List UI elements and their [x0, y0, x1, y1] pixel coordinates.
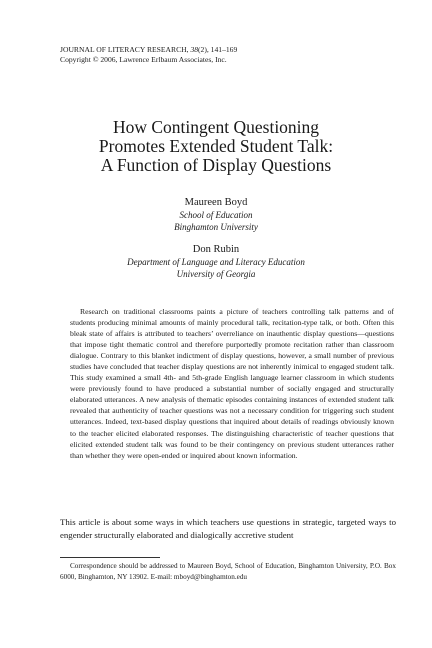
author-affiliation: Department of Language and Literacy Education: [127, 257, 305, 267]
correspondence-footnote: Correspondence should be addressed to Maureen Boyd, School of Education, Binghamton University, P.O. Box 6000, Binghamton, NY 13902. E-mail: mboyd@binghamton.edu: [60, 562, 396, 581]
author-name: Don Rubin: [192, 244, 240, 255]
body-paragraph: This article is about some ways in which teachers use questions in strategic, targeted ways to engender structurally elaborated and dialogically accretive student: [60, 517, 396, 540]
article-title: [30, 118, 402, 175]
journal-header: [60, 45, 380, 65]
footnote-divider: [60, 557, 160, 558]
journal-volume: 38: [190, 45, 199, 54]
author-block-1: [40, 196, 392, 233]
author-institution: University of Georgia: [176, 269, 256, 279]
copyright-line: Copyright © 2006, Lawrence Erlbaum Associates, Inc.: [60, 55, 227, 64]
title-line-1: How Contingent Questioning: [112, 117, 320, 137]
journal-citation: [60, 45, 380, 55]
abstract: Research on traditional classrooms paints a picture of teachers controlling talk patterns and of students producing minimal amounts of mainly procedural talk, recitation-type talk, or both. Often this bleak state of affairs is attributed to teachers’ overreliance on inauthentic display questions—questions that impose tight thematic control and therefore purportedly promote recitation rather than classroom dialogue. Contrary to this blanket indictment of display questions, however, a small number of previous studies have concluded that teacher display questions are not inherently inimical to engaged student talk. This study examined a small 4th- and 5th-grade English language learner classroom in which students were previously found to have produced a substantial number of socially engaged and structurally elaborated utterances. A new analysis of thematic episodes containing instances of extended student talk revealed that authenticity of teacher questions was not a necessary condition for triggering such student utterances. Indeed, text-based display questions that inquired about details of readings obviously known to the teacher elicited elaborated responses. The distinguishing characteristic of teacher questions that elicited extended student talk was found to be their contingency on previous student utterances rather than whether they were open-ended or inquired about known information.: [70, 307, 394, 460]
author-institution: Binghamton University: [174, 222, 258, 232]
author-block-2: [40, 243, 392, 280]
author-affiliation: School of Education: [179, 210, 253, 220]
author-name: Maureen Boyd: [184, 197, 248, 208]
journal-pages: (2), 141–169: [198, 45, 238, 54]
journal-name: JOURNAL OF LITERACY RESEARCH,: [60, 45, 191, 54]
title-line-3: A Function of Display Questions: [100, 155, 332, 175]
title-line-2: Promotes Extended Student Talk:: [98, 136, 334, 156]
